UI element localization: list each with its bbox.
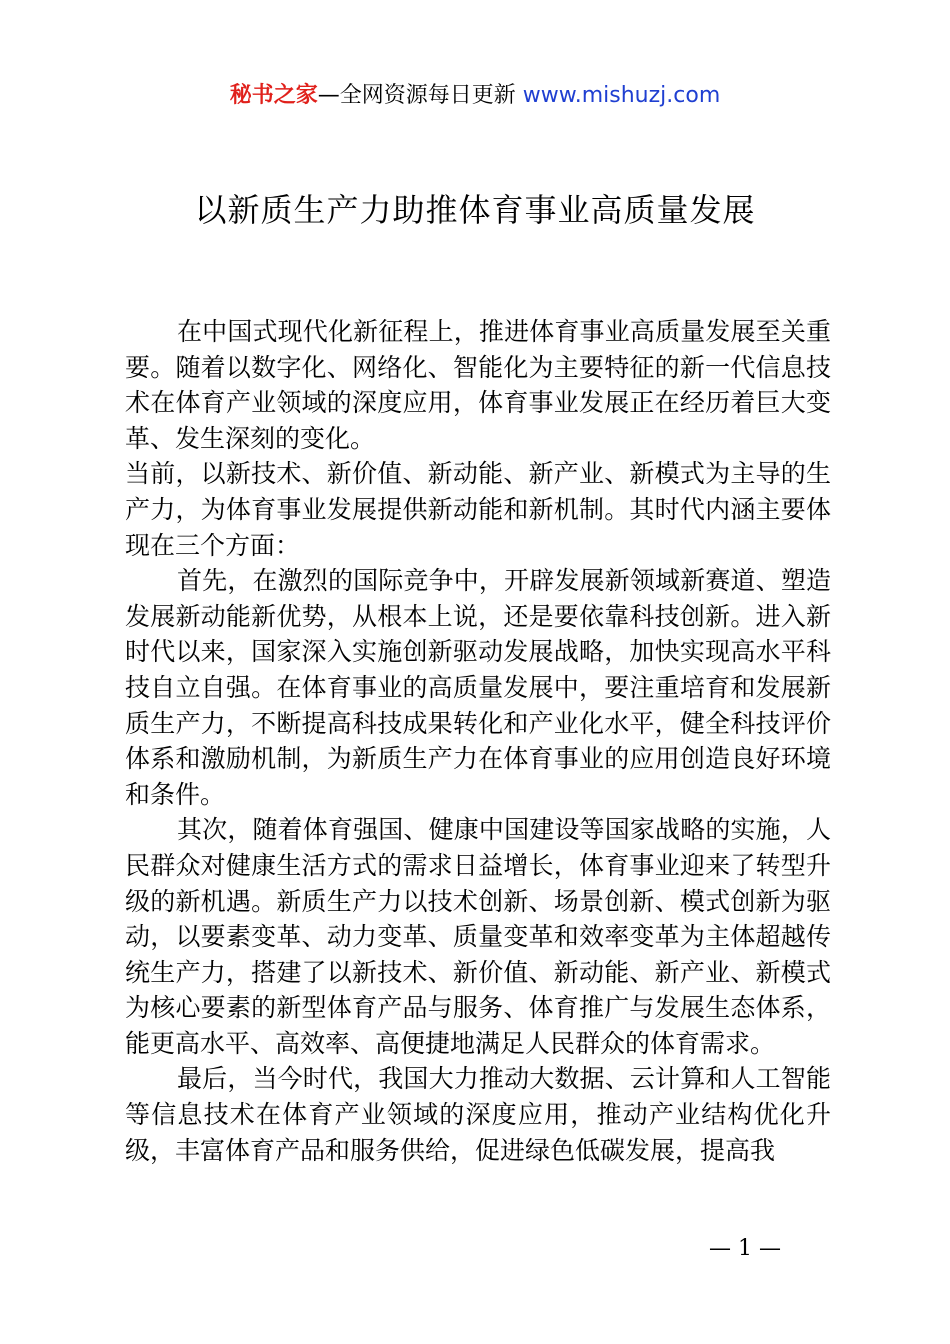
document-title: 以新质生产力助推体育事业高质量发展 [194, 191, 756, 229]
paragraph-first: 首先，在激烈的国际竞争中，开辟发展新领域新赛道、塑造发展新动能新优势，从根本上说，还是要依靠科技创新。进入新时代以来，国家深入实施创新驱动发展战略，加快实现高水平科技自立自强。在体育事业的高质量发展中，要注重培育和发展新质生产力，不断提高科技成果转化和产业化水平，健全科技评价体系和激励机制，为新质生产力在体育事业的应用创造良好环境和条件。 [125, 566, 831, 809]
site-banner [0, 80, 950, 112]
site-url-link[interactable]: www.mishuzj.com [522, 83, 721, 108]
site-tagline: —全网资源每日更新 [317, 83, 523, 108]
paragraph-second: 其次，随着体育强国、健康中国建设等国家战略的实施，人民群众对健康生活方式的需求日益增长，体育事业迎来了转型升级的新机遇。新质生产力以技术创新、场景创新、模式创新为驱动，以要素变革、动力变革、质量变革和效率变革为主体超越传统生产力，搭建了以新技术、新价值、新动能、新产业、新模式为核心要素的新型体育产品与服务、体育推广与发展生态体系，能更高水平、高效率、高便捷地满足人民群众的体育需求。 [125, 815, 831, 1058]
paragraph-intro: 在中国式现代化新征程上，推进体育事业高质量发展至关重要。随着以数字化、网络化、智能化为主要特征的新一代信息技术在体育产业领域的深度应用，体育事业发展正在经历着巨大变革、发生深刻的变化。 [125, 317, 831, 453]
page-number: — 1 — [709, 1236, 781, 1261]
site-brand: 秘书之家 [229, 83, 318, 108]
document-body [125, 314, 831, 1168]
paragraph-last: 最后，当今时代，我国大力推动大数据、云计算和人工智能等信息技术在体育产业领域的深度应用，推动产业结构优化升级，丰富体育产品和服务供给，促进绿色低碳发展，提高我 [125, 1064, 831, 1165]
paragraph-current: 当前，以新技术、新价值、新动能、新产业、新模式为主导的生产力，为体育事业发展提供新动能和新机制。其时代内涵主要体现在三个方面： [125, 459, 831, 560]
